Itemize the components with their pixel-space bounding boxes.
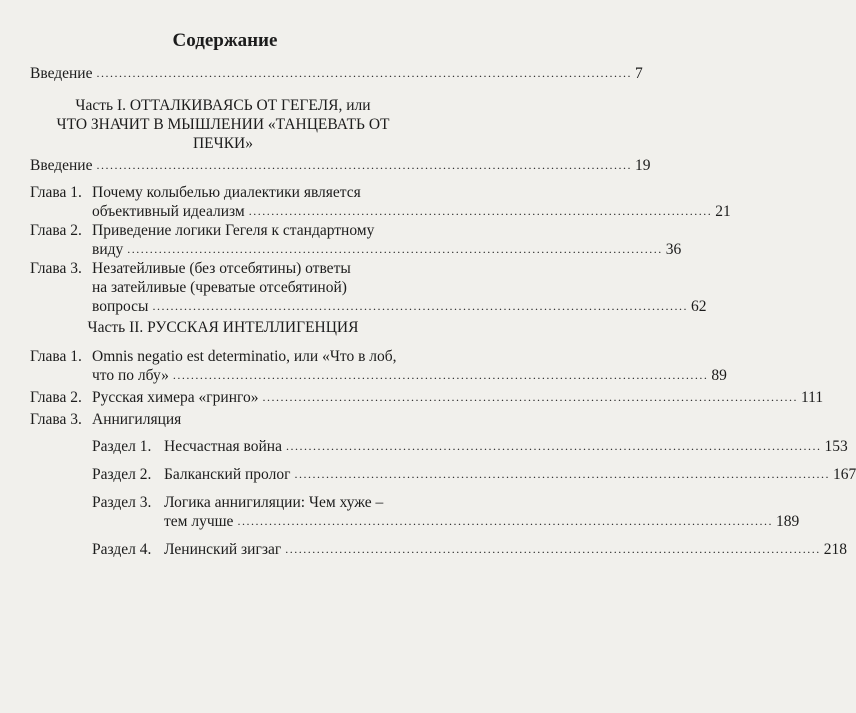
- page-title: Содержание: [172, 30, 278, 51]
- toc-chapter: [30, 259, 707, 316]
- chapter-title-line: Omnis negatio est determinatio, или «Что в лоб,: [92, 348, 397, 365]
- leader-dots: .......................................................................................................................: [172, 368, 709, 382]
- toc-chapter: [30, 183, 731, 221]
- chapter-number: Глава 2.: [30, 222, 82, 239]
- chapter-title-line: Почему колыбелью диалектики является: [92, 184, 361, 201]
- chapter-title-line: Приведение логики Гегеля к стандартному: [92, 222, 375, 239]
- part-heading-line: ПЕЧКИ»: [192, 135, 254, 152]
- entry-page: 89: [711, 367, 727, 384]
- chapter-title-line: на затейливые (чреватые отсебятиной): [92, 279, 347, 296]
- section-title-line: Несчастная война: [164, 438, 282, 455]
- entry-page: 21: [715, 203, 731, 220]
- chapter-number: Глава 1.: [30, 184, 82, 201]
- leader-dots: .......................................................................................................................: [237, 514, 773, 528]
- toc-section: [92, 437, 848, 456]
- toc-chapter: [30, 410, 418, 429]
- leader-dots: .......................................................................................................................: [152, 299, 688, 313]
- chapter-number: Глава 2.: [30, 389, 82, 406]
- chapter-title-line: Аннигиляция: [92, 411, 182, 428]
- section-number: Раздел 2.: [92, 466, 152, 483]
- part-1-heading: [28, 96, 418, 153]
- leader-dots: .......................................................................................................................: [127, 242, 663, 256]
- section-number: Раздел 3.: [92, 494, 152, 511]
- part-heading-line: ЧТО ЗНАЧИТ В МЫШЛЕНИИ «ТАНЦЕВАТЬ ОТ: [56, 116, 390, 133]
- chapter-number: Глава 3.: [30, 411, 82, 428]
- leader-dots: .......................................................................................................................: [96, 66, 632, 80]
- toc-chapter: [30, 388, 824, 407]
- section-title-line: Ленинский зигзаг: [164, 541, 282, 558]
- entry-page: 111: [800, 389, 824, 406]
- entry-page: 218: [823, 541, 847, 558]
- section-title-line: тем лучше: [164, 513, 234, 530]
- leader-dots: .......................................................................................................: [248, 204, 713, 218]
- toc-section: [92, 540, 847, 559]
- section-number: Раздел 1.: [92, 438, 152, 455]
- chapter-number: Глава 3.: [30, 260, 82, 277]
- section-title-line: Логика аннигиляции: Чем хуже –: [164, 494, 384, 511]
- chapter-title-line: объективный идеализм: [92, 203, 245, 220]
- toc-chapter: [30, 347, 727, 385]
- chapter-title-line: что по лбу»: [92, 367, 169, 384]
- chapter-title-line: вопросы: [92, 298, 149, 315]
- leader-dots: .......................................................................................................................: [285, 542, 821, 556]
- entry-page: 62: [690, 298, 707, 315]
- entry-label: Введение: [30, 65, 93, 82]
- entry-page: 36: [665, 241, 682, 258]
- entry-page: 153: [824, 438, 848, 455]
- toc-section: [92, 465, 856, 484]
- leader-dots: .......................................................................................................................: [262, 390, 798, 404]
- chapter-title-line: виду: [92, 241, 124, 258]
- toc-chapter: [30, 221, 682, 259]
- part-2-heading: Часть II. РУССКАЯ ИНТЕЛЛИГЕНЦИЯ: [87, 319, 359, 336]
- entry-page: 19: [634, 157, 651, 174]
- entry-page: 167: [832, 466, 856, 483]
- entry-page: 7: [634, 65, 643, 82]
- chapter-number: Глава 1.: [30, 348, 82, 365]
- toc-entry-part1-intro: [30, 156, 651, 175]
- part-heading-line: Часть I. ОТТАЛКИВАЯСЬ ОТ ГЕГЕЛЯ, или: [75, 97, 371, 114]
- entry-label: Введение: [30, 157, 93, 174]
- leader-dots: .......................................................................................................................: [294, 467, 830, 481]
- leader-dots: .......................................................................................................................: [96, 158, 632, 172]
- section-title-line: Балканский пролог: [164, 466, 291, 483]
- chapter-title-line: Русская химера «гринго»: [92, 389, 259, 406]
- section-number: Раздел 4.: [92, 541, 152, 558]
- toc-section: [92, 493, 800, 531]
- leader-dots: .......................................................................................................................: [285, 439, 822, 453]
- entry-page: 189: [775, 513, 800, 530]
- toc-entry-intro: [30, 64, 643, 83]
- chapter-title-line: Незатейливые (без отсебятины) ответы: [92, 260, 351, 277]
